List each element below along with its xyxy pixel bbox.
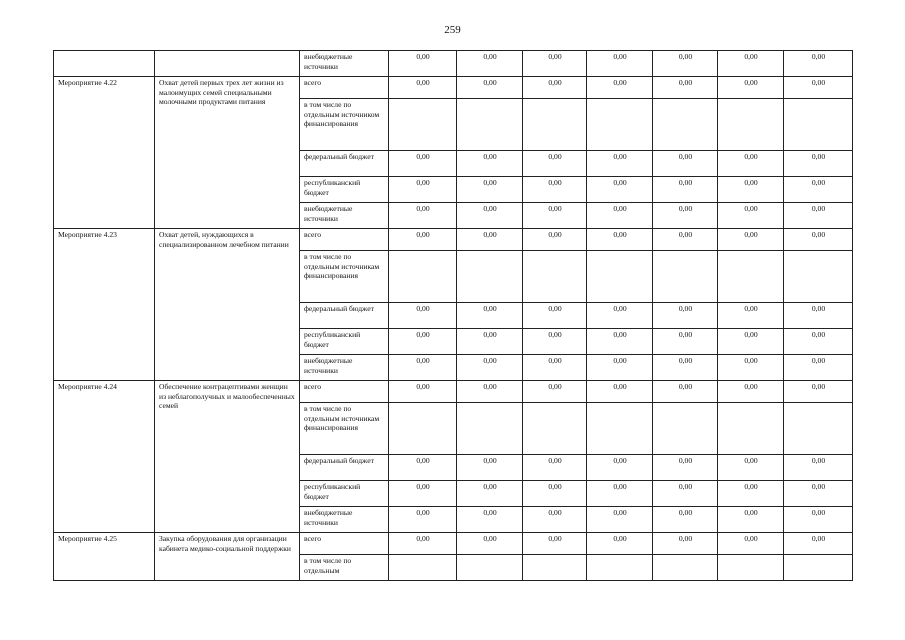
value-cell: 0,00 bbox=[389, 481, 457, 507]
value-cell: 0,00 bbox=[457, 229, 523, 251]
value-cell: 0,00 bbox=[653, 455, 718, 481]
value-cell: 0,00 bbox=[587, 355, 653, 381]
source-cell: всего bbox=[300, 381, 389, 403]
value-cell: 0,00 bbox=[653, 329, 718, 355]
value-cell: 0,00 bbox=[784, 355, 853, 381]
value-cell bbox=[784, 99, 853, 151]
measure-cell: Мероприятие 4.23 bbox=[54, 229, 155, 381]
value-cell bbox=[718, 555, 784, 581]
value-cell bbox=[784, 251, 853, 303]
value-cell: 0,00 bbox=[784, 455, 853, 481]
description-cell: Обеспечение контрацептивами женщин из неблагополучных и малообеспеченных семей bbox=[155, 381, 300, 533]
value-cell: 0,00 bbox=[784, 303, 853, 329]
value-cell bbox=[718, 403, 784, 455]
value-cell: 0,00 bbox=[653, 533, 718, 555]
source-cell: республиканский бюджет bbox=[300, 329, 389, 355]
value-cell: 0,00 bbox=[718, 507, 784, 533]
value-cell: 0,00 bbox=[653, 51, 718, 77]
value-cell: 0,00 bbox=[389, 303, 457, 329]
value-cell: 0,00 bbox=[653, 303, 718, 329]
value-cell bbox=[587, 251, 653, 303]
value-cell bbox=[587, 99, 653, 151]
value-cell bbox=[457, 99, 523, 151]
value-cell: 0,00 bbox=[523, 455, 587, 481]
source-cell: республиканский бюджет bbox=[300, 177, 389, 203]
value-cell bbox=[389, 403, 457, 455]
value-cell: 0,00 bbox=[718, 151, 784, 177]
value-cell: 0,00 bbox=[784, 481, 853, 507]
source-cell: внебюджетные источники bbox=[300, 203, 389, 229]
value-cell: 0,00 bbox=[653, 177, 718, 203]
value-cell: 0,00 bbox=[718, 77, 784, 99]
value-cell bbox=[587, 555, 653, 581]
value-cell: 0,00 bbox=[587, 151, 653, 177]
value-cell: 0,00 bbox=[523, 329, 587, 355]
value-cell: 0,00 bbox=[523, 177, 587, 203]
value-cell: 0,00 bbox=[653, 229, 718, 251]
value-cell: 0,00 bbox=[457, 481, 523, 507]
value-cell: 0,00 bbox=[653, 507, 718, 533]
value-cell: 0,00 bbox=[587, 381, 653, 403]
value-cell bbox=[784, 403, 853, 455]
value-cell: 0,00 bbox=[389, 455, 457, 481]
value-cell: 0,00 bbox=[389, 329, 457, 355]
measure-cell bbox=[54, 51, 155, 77]
value-cell: 0,00 bbox=[457, 381, 523, 403]
value-cell: 0,00 bbox=[784, 329, 853, 355]
value-cell: 0,00 bbox=[457, 51, 523, 77]
value-cell: 0,00 bbox=[587, 203, 653, 229]
value-cell: 0,00 bbox=[523, 151, 587, 177]
value-cell bbox=[523, 251, 587, 303]
value-cell: 0,00 bbox=[587, 329, 653, 355]
value-cell bbox=[784, 555, 853, 581]
value-cell bbox=[523, 99, 587, 151]
source-cell: республиканский бюджет bbox=[300, 481, 389, 507]
value-cell: 0,00 bbox=[653, 481, 718, 507]
value-cell: 0,00 bbox=[784, 77, 853, 99]
value-cell bbox=[389, 99, 457, 151]
value-cell bbox=[718, 99, 784, 151]
measure-cell: Мероприятие 4.22 bbox=[54, 77, 155, 229]
value-cell: 0,00 bbox=[718, 381, 784, 403]
description-cell: Закупка оборудования для организации кабинета медико-социальной поддержки bbox=[155, 533, 300, 581]
value-cell: 0,00 bbox=[523, 303, 587, 329]
value-cell: 0,00 bbox=[653, 77, 718, 99]
value-cell: 0,00 bbox=[784, 51, 853, 77]
value-cell: 0,00 bbox=[718, 203, 784, 229]
value-cell bbox=[653, 99, 718, 151]
source-cell: всего bbox=[300, 77, 389, 99]
measure-cell: Мероприятие 4.25 bbox=[54, 533, 155, 581]
value-cell bbox=[389, 555, 457, 581]
value-cell: 0,00 bbox=[389, 77, 457, 99]
value-cell: 0,00 bbox=[718, 455, 784, 481]
value-cell: 0,00 bbox=[784, 229, 853, 251]
source-cell: федеральный бюджет bbox=[300, 303, 389, 329]
value-cell: 0,00 bbox=[457, 507, 523, 533]
budget-table bbox=[53, 50, 853, 581]
value-cell bbox=[653, 555, 718, 581]
value-cell: 0,00 bbox=[457, 455, 523, 481]
value-cell bbox=[457, 555, 523, 581]
value-cell: 0,00 bbox=[389, 533, 457, 555]
description-cell: Охват детей первых трех лет жизни из малоимущих семей специальными молочными продуктами питания bbox=[155, 77, 300, 229]
value-cell: 0,00 bbox=[784, 177, 853, 203]
value-cell: 0,00 bbox=[653, 203, 718, 229]
value-cell bbox=[523, 403, 587, 455]
value-cell: 0,00 bbox=[587, 455, 653, 481]
value-cell: 0,00 bbox=[457, 203, 523, 229]
value-cell: 0,00 bbox=[457, 77, 523, 99]
value-cell bbox=[457, 251, 523, 303]
value-cell: 0,00 bbox=[457, 151, 523, 177]
description-cell bbox=[155, 51, 300, 77]
value-cell: 0,00 bbox=[653, 381, 718, 403]
value-cell bbox=[587, 403, 653, 455]
value-cell bbox=[653, 251, 718, 303]
table-row bbox=[54, 77, 853, 99]
value-cell: 0,00 bbox=[389, 51, 457, 77]
source-cell: федеральный бюджет bbox=[300, 151, 389, 177]
value-cell: 0,00 bbox=[457, 329, 523, 355]
value-cell bbox=[457, 403, 523, 455]
value-cell: 0,00 bbox=[718, 51, 784, 77]
value-cell: 0,00 bbox=[587, 77, 653, 99]
page-number: 259 bbox=[444, 24, 461, 36]
value-cell: 0,00 bbox=[718, 355, 784, 381]
value-cell: 0,00 bbox=[523, 51, 587, 77]
value-cell: 0,00 bbox=[523, 381, 587, 403]
value-cell: 0,00 bbox=[587, 533, 653, 555]
source-cell: всего bbox=[300, 229, 389, 251]
value-cell: 0,00 bbox=[653, 355, 718, 381]
value-cell: 0,00 bbox=[587, 481, 653, 507]
value-cell: 0,00 bbox=[587, 303, 653, 329]
value-cell: 0,00 bbox=[784, 203, 853, 229]
source-cell: внебюджетные источники bbox=[300, 355, 389, 381]
value-cell: 0,00 bbox=[523, 355, 587, 381]
source-cell: внебюджетные источники bbox=[300, 51, 389, 77]
source-cell: в том числе по отдельным источникам финансирования bbox=[300, 403, 389, 455]
value-cell: 0,00 bbox=[784, 533, 853, 555]
value-cell: 0,00 bbox=[457, 303, 523, 329]
measure-cell: Мероприятие 4.24 bbox=[54, 381, 155, 533]
source-cell: федеральный бюджет bbox=[300, 455, 389, 481]
value-cell: 0,00 bbox=[523, 203, 587, 229]
value-cell: 0,00 bbox=[523, 229, 587, 251]
value-cell: 0,00 bbox=[587, 507, 653, 533]
value-cell: 0,00 bbox=[389, 177, 457, 203]
value-cell: 0,00 bbox=[718, 533, 784, 555]
value-cell: 0,00 bbox=[718, 177, 784, 203]
value-cell bbox=[389, 251, 457, 303]
value-cell: 0,00 bbox=[718, 303, 784, 329]
value-cell: 0,00 bbox=[784, 507, 853, 533]
value-cell: 0,00 bbox=[523, 507, 587, 533]
description-cell: Охват детей, нуждающихся в специализированном лечебном питании bbox=[155, 229, 300, 381]
value-cell: 0,00 bbox=[523, 533, 587, 555]
value-cell: 0,00 bbox=[718, 481, 784, 507]
source-cell: в том числе по отдельным bbox=[300, 555, 389, 581]
value-cell: 0,00 bbox=[457, 533, 523, 555]
source-cell: в том числе по отдельным источником финансирования bbox=[300, 99, 389, 151]
value-cell: 0,00 bbox=[784, 381, 853, 403]
value-cell: 0,00 bbox=[523, 77, 587, 99]
table-row bbox=[54, 381, 853, 403]
value-cell: 0,00 bbox=[784, 151, 853, 177]
table-row bbox=[54, 229, 853, 251]
value-cell: 0,00 bbox=[457, 355, 523, 381]
table-row bbox=[54, 51, 853, 77]
value-cell: 0,00 bbox=[389, 203, 457, 229]
value-cell: 0,00 bbox=[587, 177, 653, 203]
source-cell: внебюджетные источники bbox=[300, 507, 389, 533]
value-cell: 0,00 bbox=[389, 151, 457, 177]
value-cell: 0,00 bbox=[389, 229, 457, 251]
value-cell: 0,00 bbox=[587, 229, 653, 251]
value-cell: 0,00 bbox=[718, 329, 784, 355]
value-cell: 0,00 bbox=[523, 481, 587, 507]
value-cell bbox=[718, 251, 784, 303]
source-cell: всего bbox=[300, 533, 389, 555]
value-cell: 0,00 bbox=[389, 507, 457, 533]
value-cell bbox=[653, 403, 718, 455]
value-cell bbox=[523, 555, 587, 581]
value-cell: 0,00 bbox=[457, 177, 523, 203]
value-cell: 0,00 bbox=[718, 229, 784, 251]
value-cell: 0,00 bbox=[587, 51, 653, 77]
value-cell: 0,00 bbox=[389, 381, 457, 403]
source-cell: в том числе по отдельным источникам финансирования bbox=[300, 251, 389, 303]
table-row bbox=[54, 533, 853, 555]
value-cell: 0,00 bbox=[653, 151, 718, 177]
value-cell: 0,00 bbox=[389, 355, 457, 381]
